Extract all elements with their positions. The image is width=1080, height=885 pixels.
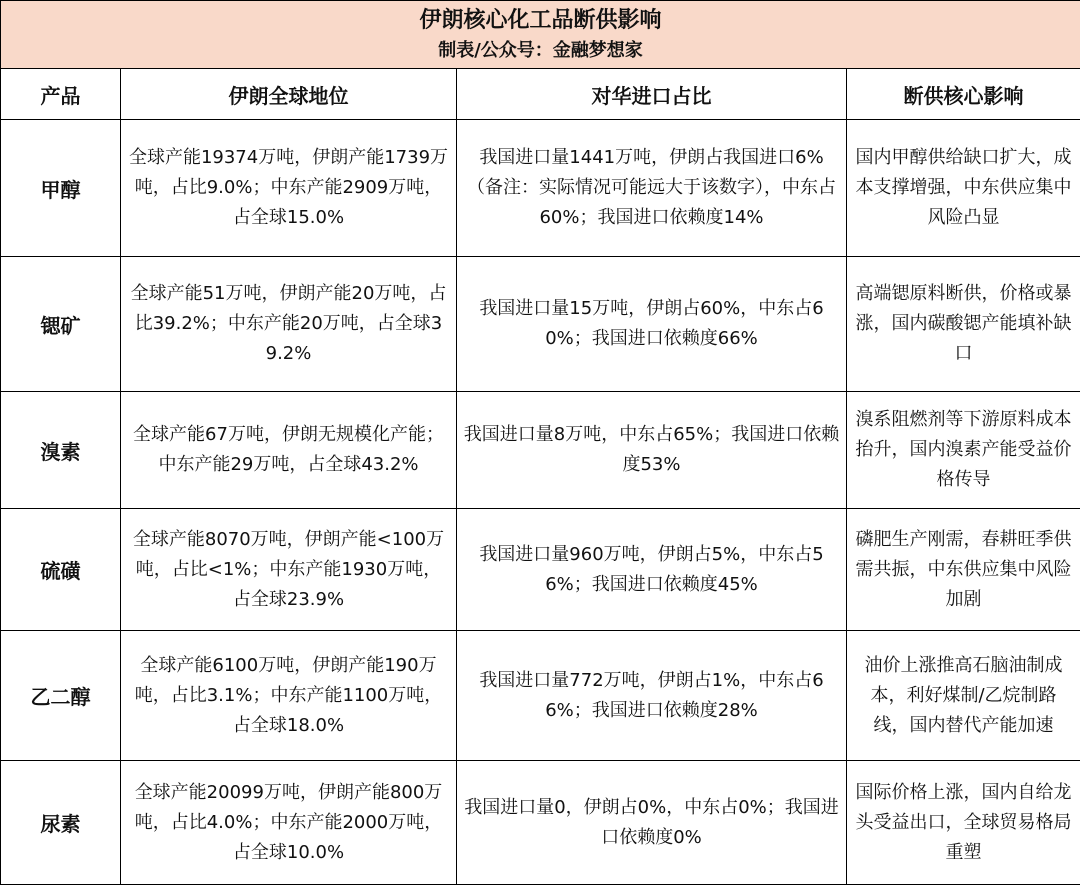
core-impact-cell: 溴系阻燃剂等下游原料成本抬升，国内溴素产能受益价格传导 xyxy=(847,392,1080,509)
china-import-share-cell: 我国进口量0，伊朗占0%，中东占0%；我国进口依赖度0% xyxy=(457,761,847,885)
column-header-row xyxy=(1,69,1080,120)
table-header xyxy=(1,1,1080,69)
china-import-share-cell: 我国进口量772万吨，伊朗占1%，中东占66%；我国进口依赖度28% xyxy=(457,631,847,761)
global-position-cell: 全球产能19374万吨，伊朗产能1739万吨，占比9.0%；中东产能2909万吨，占全球15.0% xyxy=(121,120,457,257)
column-header-product: 产品 xyxy=(1,69,121,120)
product-cell: 乙二醇 xyxy=(1,631,121,761)
global-position-cell: 全球产能20099万吨，伊朗产能800万吨，占比4.0%；中东产能2000万吨，占全球10.0% xyxy=(121,761,457,885)
table-row xyxy=(1,120,1080,257)
product-cell: 尿素 xyxy=(1,761,121,885)
china-import-share-cell: 我国进口量960万吨，伊朗占5%，中东占56%；我国进口依赖度45% xyxy=(457,509,847,631)
global-position-cell: 全球产能67万吨，伊朗无规模化产能；中东产能29万吨，占全球43.2% xyxy=(121,392,457,509)
core-impact-cell: 油价上涨推高石脑油制成本，利好煤制/乙烷制路线，国内替代产能加速 xyxy=(847,631,1080,761)
china-import-share-cell: 我国进口量1441万吨，伊朗占我国进口6%（备注：实际情况可能远大于该数字），中东占60%；我国进口依赖度14% xyxy=(457,120,847,257)
china-import-share-cell: 我国进口量15万吨，伊朗占60%，中东占60%；我国进口依赖度66% xyxy=(457,257,847,392)
core-impact-cell: 国际价格上涨，国内自给龙头受益出口，全球贸易格局重塑 xyxy=(847,761,1080,885)
table-row xyxy=(1,631,1080,761)
table-row xyxy=(1,761,1080,885)
global-position-cell: 全球产能8070万吨，伊朗产能<100万吨，占比<1%；中东产能1930万吨，占全球23.9% xyxy=(121,509,457,631)
table-row xyxy=(1,257,1080,392)
column-header-core-impact: 断供核心影响 xyxy=(847,69,1080,120)
core-impact-cell: 磷肥生产刚需，春耕旺季供需共振，中东供应集中风险加剧 xyxy=(847,509,1080,631)
column-header-china-import-share: 对华进口占比 xyxy=(457,69,847,120)
product-cell: 锶矿 xyxy=(1,257,121,392)
table-subtitle: 制表/公众号：金融梦想家 xyxy=(7,37,1074,65)
column-header-global-position: 伊朗全球地位 xyxy=(121,69,457,120)
core-impact-cell: 高端锶原料断供，价格或暴涨，国内碳酸锶产能填补缺口 xyxy=(847,257,1080,392)
global-position-cell: 全球产能51万吨，伊朗产能20万吨，占比39.2%；中东产能20万吨，占全球39.2% xyxy=(121,257,457,392)
table-title: 伊朗核心化工品断供影响 xyxy=(7,5,1074,37)
product-cell: 硫磺 xyxy=(1,509,121,631)
global-position-cell: 全球产能6100万吨，伊朗产能190万吨，占比3.1%；中东产能1100万吨，占全球18.0% xyxy=(121,631,457,761)
table-row xyxy=(1,392,1080,509)
product-cell: 甲醇 xyxy=(1,120,121,257)
table-row xyxy=(1,509,1080,631)
core-impact-cell: 国内甲醇供给缺口扩大，成本支撑增强，中东供应集中风险凸显 xyxy=(847,120,1080,257)
product-cell: 溴素 xyxy=(1,392,121,509)
china-import-share-cell: 我国进口量8万吨，中东占65%；我国进口依赖度53% xyxy=(457,392,847,509)
